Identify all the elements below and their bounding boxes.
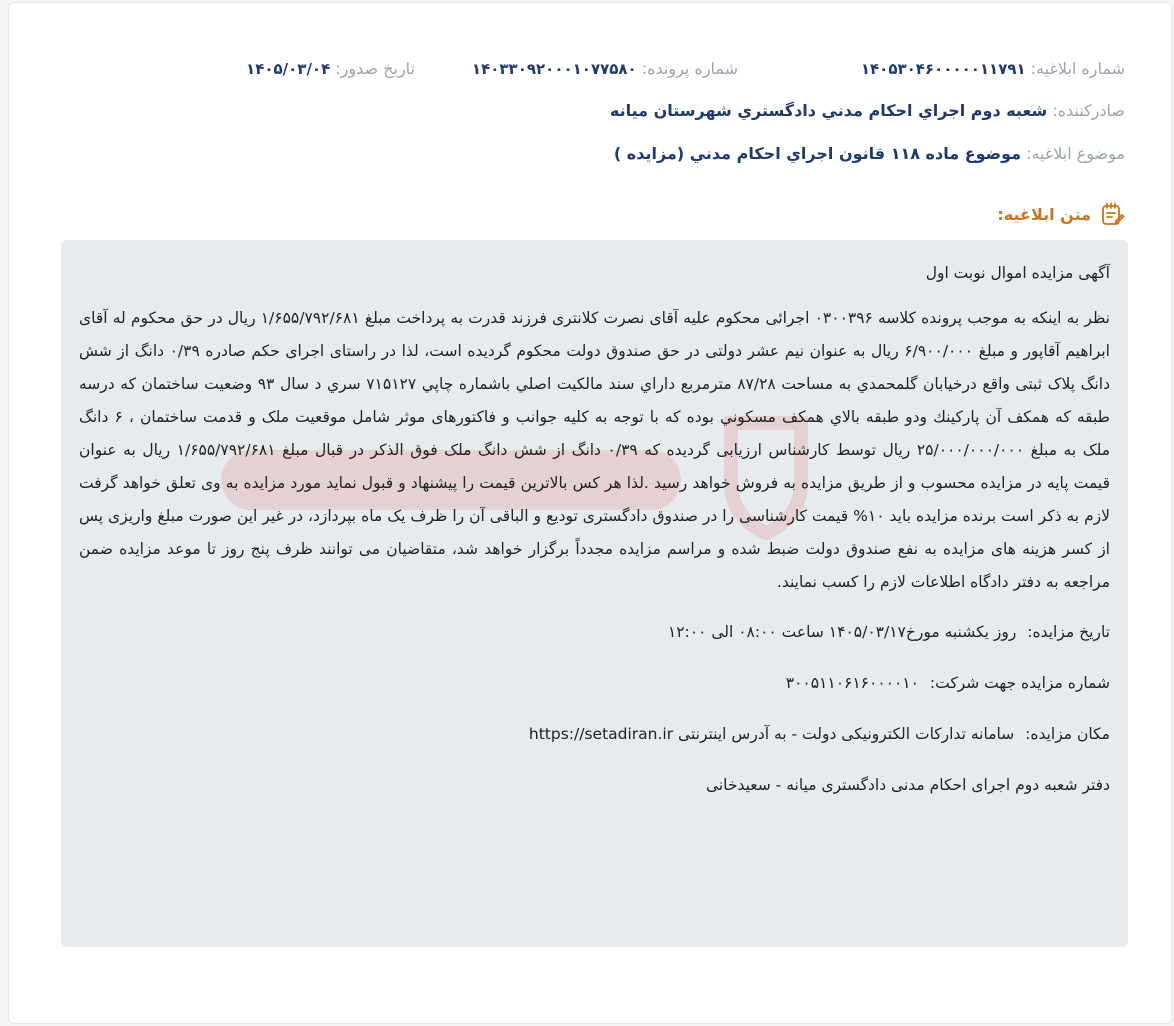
auction-number-label: شماره مزایده جهت شرکت:	[929, 674, 1110, 692]
subject: موضوع ابلاغیه : موضوع ماده ۱۱۸ قانون اجراي احكام مدني (مزايده )	[613, 144, 1125, 163]
office-signature: دفتر شعبه دوم اجرای احکام مدنی دادگستری میانه - سعیدخانی	[705, 776, 1110, 794]
notice-number-value: ۱۴۰۵۳۰۴۶۰۰۰۰۰۱۱۷۹۱	[860, 59, 1026, 78]
auction-place-label: مکان مزایده:	[1025, 725, 1110, 743]
auction-number	[79, 668, 1110, 698]
notice-number-label: شماره ابلاغیه	[1036, 59, 1125, 78]
meta-row-subject	[55, 144, 1125, 163]
meta-row-issuer	[55, 101, 1125, 120]
ad-body: نظر به اینکه به موجب پرونده کلاسه ۰۳۰۰۳۹۶ اجرائی محکوم علیه آقای نصرت کلانتری فرزند قدرت به پرداخت مبلغ ۱/۶۵۵/۷۹۲/۶۸۱ ریال در حق محکوم له آقای ابراهیم آقاپور و مبلغ ۶/۹۰۰/۰۰۰ ریال به عنوان نیم عشر دولتی در حق صندوق دولت محکوم گردیده است، لذا در راستای اجرای حکم صادره ۰/۳۹ دانگ از شش دانگ پلاک ثبتی واقع درخيابان گلمحمدي به مساحت ۸۷/۲۸ مترمربع داراي سند مالكيت اصلي باشماره چاپي ۷۱۵۱۲۷ سري د سال ۹۳ وضعیت ساختمان که درسه طبقه که همکف آن پارکینك ودو طبقه بالاي همكف مسكوني بوده كه با توجه به كليه جوانب و فاكتورهای موثر شامل موقعیت ملک و قدمت ساختمان ، ۶ دانگ ملک به مبلغ ۲۵/۰۰۰/۰۰۰/۰۰۰ ریال توسط کارشناس ارزیابی گردیده که ۰/۳۹ دانگ از شش دانگ ملک فوق الذکر در قبال مبلغ ۱/۶۵۵/۷۹۲/۶۸۱ ریال به عنوان قیمت پایه در مزایده محسوب و از طریق مزایده به فروش خواهد رسید .لذا هر کس بالاترین قیمت را پیشنهاد و قبول نماید مورد مزایده به وی تعلق خواهد گرفت لازم به ذکر است برنده مزایده باید ۱۰% قیمت کارشناسی را در صندوق دادگستری تودیع و الباقی آن را ظرف یک ماه بپردازد، در غیر این صورت مبلغ واریزی پس از کسر هزینه های مزایده به نفع صندوق دولت ضبط شده و مراسم مزایده مجدداً برگزار خواهد شد، متقاضیان می توانند ظرف پنج روز تا موعد مزایده ضمن مراجعه به دفتر دادگاه اطلاعات لازم را کسب نمایند.	[79, 309, 1111, 591]
notice-content-box	[61, 240, 1128, 947]
issuer: صادرکننده : شعبه دوم اجراي احكام مدني دادگستري شهرستان ميانه	[609, 101, 1125, 120]
auction-url-link[interactable]: https://setadiran.ir	[528, 725, 674, 743]
subject-value: موضوع ماده ۱۱۸ قانون اجراي احكام مدني (مزايده )	[613, 144, 1022, 163]
section-title-text: متن ابلاغیه:	[997, 204, 1091, 224]
case-number: شماره پرونده : ۱۴۰۳۳۰۹۲۰۰۰۱۰۷۷۵۸۰	[471, 59, 739, 78]
issue-date: تاریخ صدور : ۱۴۰۵/۰۳/۰۴	[246, 59, 415, 78]
auction-date	[79, 617, 1110, 647]
auction-date-value: روز یکشنبه مورخ۱۴۰۵/۰۳/۱۷ ساعت ۰۸:۰۰ الی ۱۲:۰۰	[667, 623, 1017, 641]
issue-date-label: تاریخ صدور	[340, 59, 415, 78]
issuer-label: صادرکننده	[1057, 101, 1125, 120]
ad-title: آگهی مزایده اموال نوبت اول	[925, 264, 1110, 282]
auction-number-value: ۳۰۰۵۱۱۰۶۱۶۰۰۰۰۱۰	[785, 674, 919, 692]
meta-row-numbers	[55, 59, 1125, 78]
notepad-icon	[1099, 201, 1125, 227]
case-number-value: ۱۴۰۳۳۰۹۲۰۰۰۱۰۷۷۵۸۰	[471, 59, 637, 78]
issue-date-value: ۱۴۰۵/۰۳/۰۴	[246, 59, 331, 78]
notice-text-heading	[997, 201, 1125, 227]
auction-place-value: سامانه تدارکات الکترونیکی دولت - به آدرس اینترنتی	[678, 725, 1015, 743]
notice-page	[8, 2, 1172, 1024]
auction-place	[79, 719, 1110, 749]
notice-number: شماره ابلاغیه : ۱۴۰۵۳۰۴۶۰۰۰۰۰۱۱۷۹۱	[860, 59, 1125, 78]
issuer-value: شعبه دوم اجراي احكام مدني دادگستري شهرستان ميانه	[609, 101, 1048, 120]
subject-label: موضوع ابلاغیه	[1031, 144, 1125, 163]
case-number-label: شماره پرونده	[647, 59, 739, 78]
auction-date-label: تاریخ مزایده:	[1027, 623, 1110, 641]
